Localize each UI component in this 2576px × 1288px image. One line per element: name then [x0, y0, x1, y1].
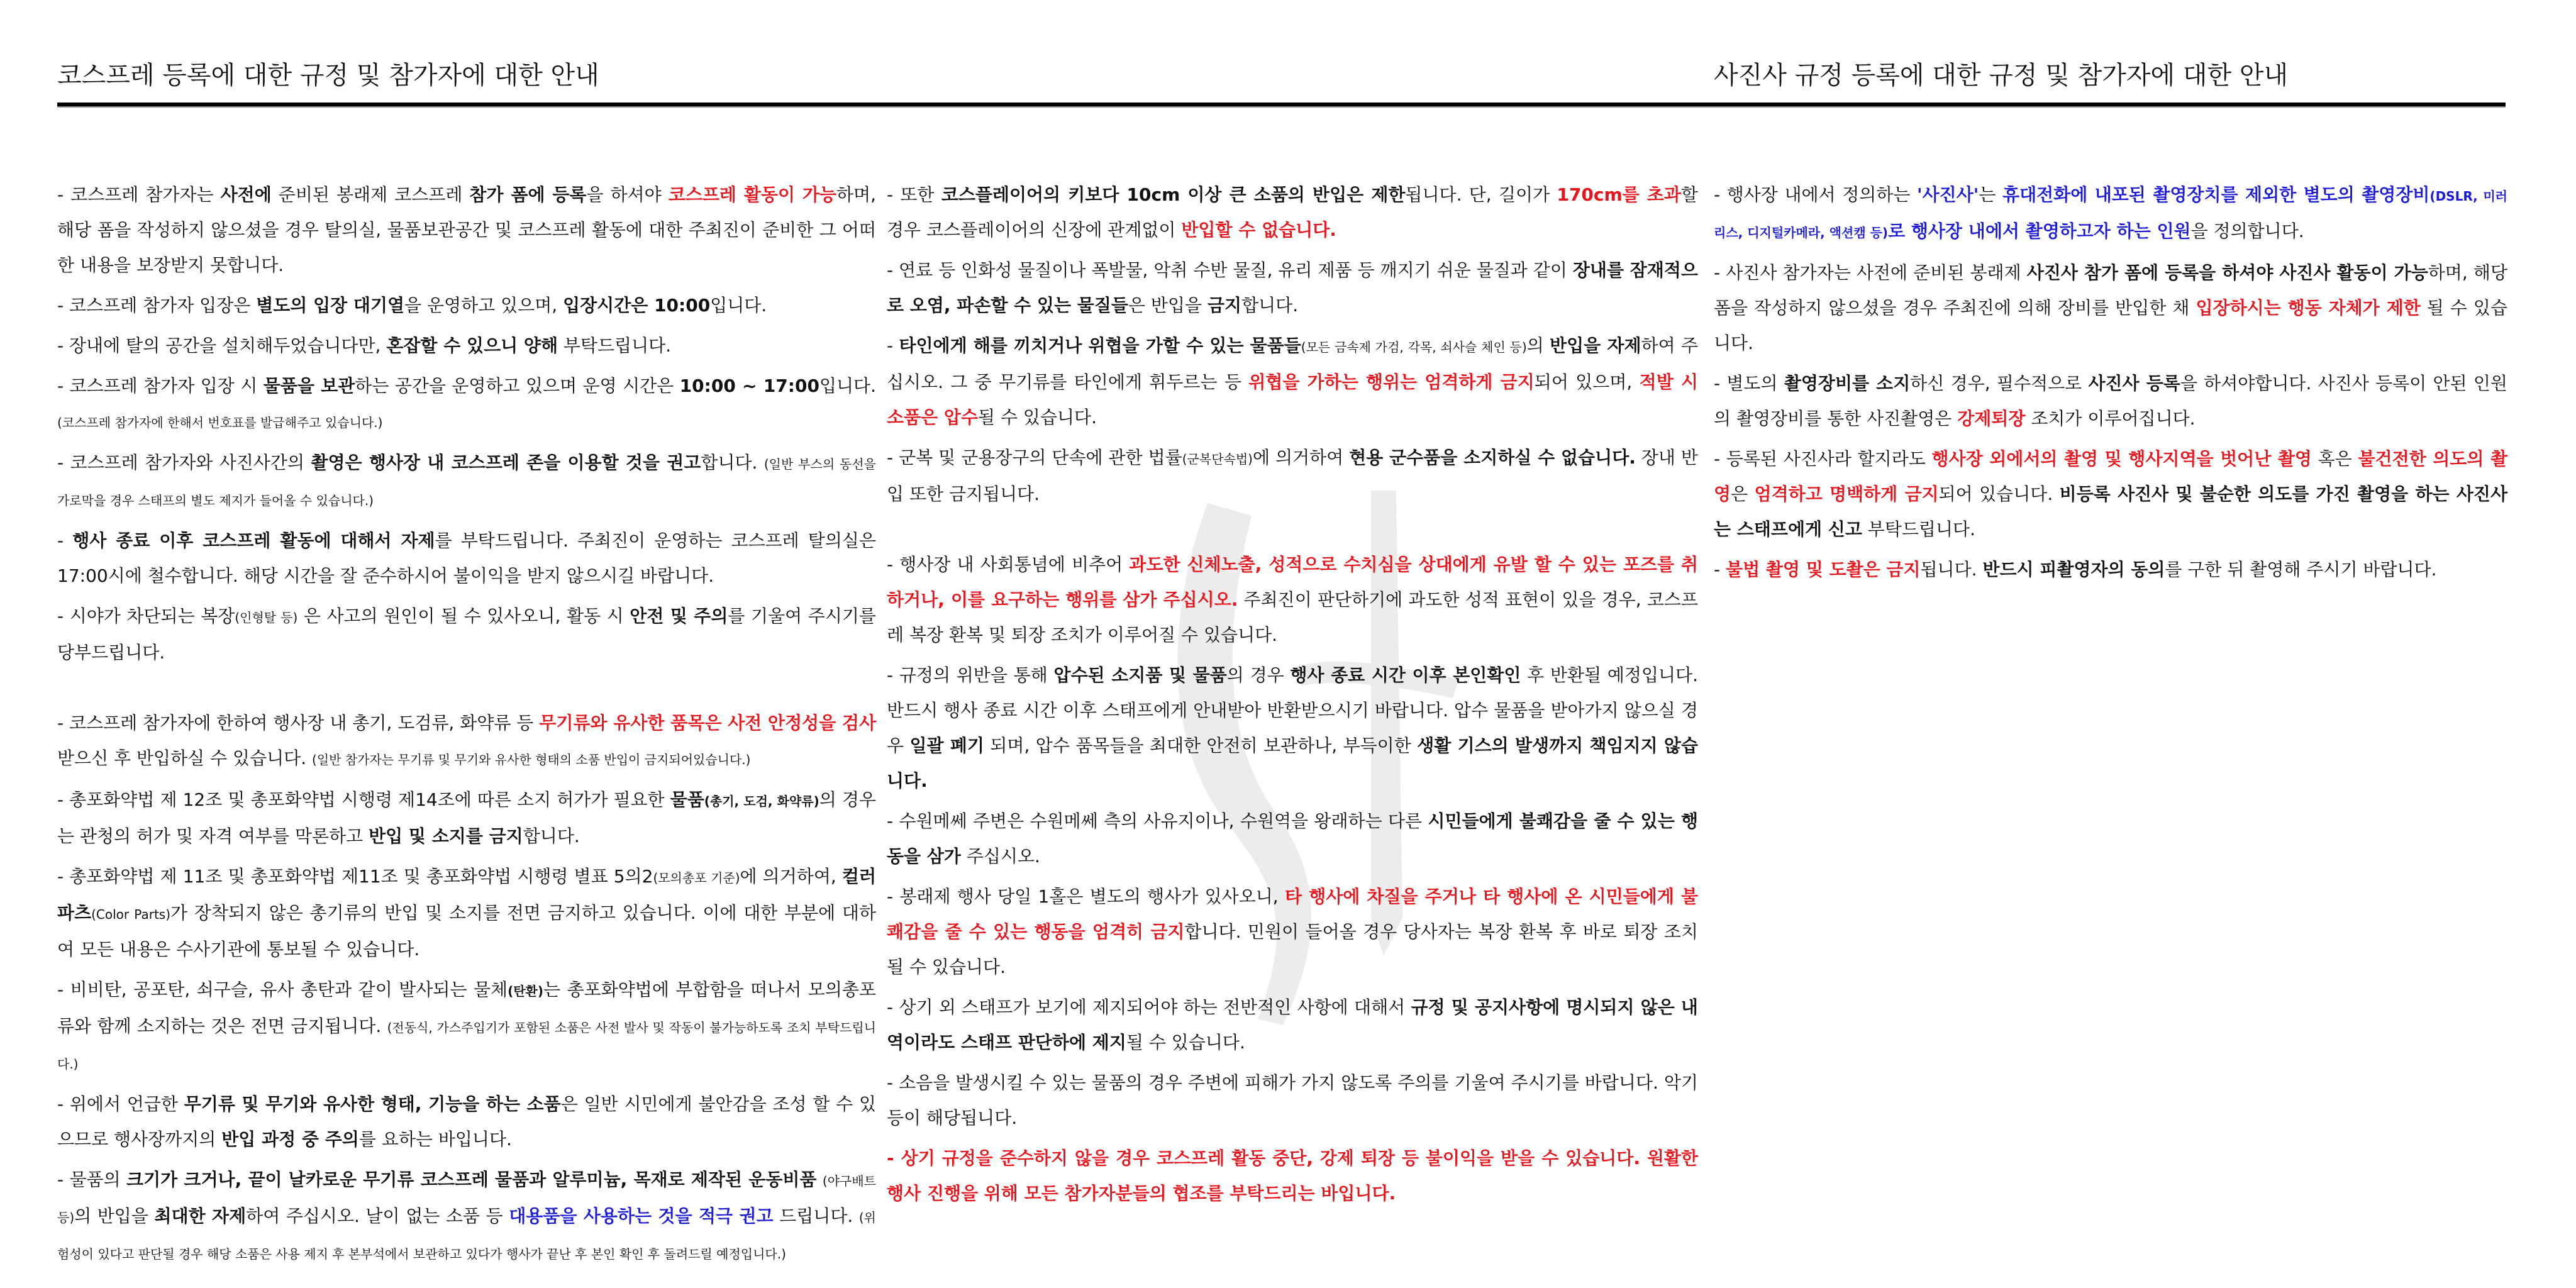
- rule-text-bold: 크기가 크거나, 끝이 날카로운 무기류 코스프레 물품과 알루미늄, 목재로 제작된 운동비품: [126, 1169, 817, 1190]
- rule-text: 됩니다.: [1920, 559, 1983, 580]
- rule-text: - 봉래제 행사 당일 1홀은 별도의 행사가 있사오니,: [887, 886, 1285, 907]
- rule-text-note: (전동식, 가스주입기가 포함된 소품은 사전 발사 및 작동이 불가능하도록 조치 부탁드립니다.): [57, 1020, 876, 1072]
- rule-paragraph: [57, 445, 876, 518]
- rule-text: - 또한: [887, 184, 941, 205]
- rule-text: - 상기 외 스태프가 보기에 제지되어야 하는 전반적인 사항에 대해서: [887, 997, 1411, 1018]
- rule-text-bold: 사진사 참가 폼에 등록을 하셔야 사진사 활동이 가능: [2026, 262, 2428, 283]
- photographer-rules-column: [1714, 177, 2507, 592]
- rule-text: 하신 경우, 필수적으로: [1910, 373, 2089, 394]
- rule-text: 될 수 있습니다.: [1126, 1032, 1245, 1053]
- rule-text: 를 기울여 주시기를 당부드립니다.: [57, 606, 876, 663]
- rule-text-bold: 생활 기스의 발생까지 책임지지 않습니다.: [887, 735, 1699, 791]
- rule-paragraph: [887, 253, 1698, 323]
- rule-paragraph: [887, 177, 1698, 248]
- rule-text: 하는 공간을 운영하고 있으며 운영 시간은: [355, 375, 680, 396]
- rule-text: -: [887, 335, 899, 356]
- rule-text-bold: 현용 군수품을 소지하실 수 없습니다.: [1349, 447, 1636, 468]
- rule-text: 을 하셔야: [586, 184, 669, 205]
- rule-text: 을 운영하고 있으며,: [404, 295, 564, 316]
- rule-text: 를 요하는 바입니다.: [358, 1129, 512, 1150]
- rule-text-red-emphasis: 불법 촬영 및 도촬은 금지: [1726, 559, 1921, 580]
- rule-text: 을 정의합니다.: [2190, 221, 2304, 242]
- rule-text: 주십시오.: [960, 846, 1040, 867]
- rule-text: 입니다.: [710, 295, 767, 316]
- rule-text-note: (Color Parts): [91, 907, 171, 922]
- rule-paragraph: [57, 1162, 876, 1272]
- rule-text: 의 경우: [1226, 665, 1291, 686]
- rule-text: - 코스프레 참가자 입장은: [57, 295, 257, 316]
- rule-text-bold: 최대한 자제: [154, 1206, 247, 1226]
- rule-text: 하며, 해당 폼을 작성하지 않으셨을 경우 주최진에 의해 장비를 반입한 채: [1714, 262, 2507, 318]
- rule-text-bold: 행사 종료 이후 코스프레 활동에 대해서 자제: [72, 530, 435, 551]
- rule-paragraph: [1714, 366, 2507, 436]
- rule-text: 입니다.: [819, 375, 876, 396]
- rule-text-bold: 촬영장비를 소지: [1784, 373, 1911, 394]
- rule-text-bold: 비등록 사진사 및 불순한 의도를 가진 촬영을 하는 사진사는 스태프에게 신고: [1714, 484, 2507, 540]
- rule-text-blue-emphasis: 휴대전화에 내포된 촬영장치를 제외한 별도의 촬영장비: [2002, 184, 2430, 205]
- rule-text-red-emphasis: - 상기 규정을 준수하지 않을 경우 코스프레 활동 중단, 강제 퇴장 등 불이익을 받을 수 있습니다. 원활한 행사 진행을 위해 모든 참가자분들의 협조를 부탁드리는 바입니다.: [887, 1148, 1698, 1204]
- rule-text-note: (일반 부스의 동선을 가로막을 경우 스태프의 별도 제지가 들어올 수 있습니다.): [57, 457, 876, 508]
- rule-text: - 코스프레 참가자는: [57, 184, 221, 205]
- rule-text-note: (군복단속법): [1182, 452, 1253, 467]
- rule-text: - 비비탄, 공포탄, 쇠구슬, 유사 총탄과 같이 발사되는 물체: [57, 979, 508, 1000]
- rule-paragraph: [1714, 441, 2507, 547]
- cosplay-rules-column-2: [887, 177, 1698, 1216]
- rule-text: - 별도의: [1714, 373, 1784, 394]
- rule-text: -: [57, 530, 73, 551]
- rule-text: 는: [1979, 184, 2003, 205]
- rule-paragraph: [887, 879, 1698, 985]
- rule-text-bold: 물품: [670, 789, 704, 810]
- rule-paragraph: [1714, 255, 2507, 361]
- rule-text-bold: 반입 과정 중 주의: [221, 1129, 359, 1150]
- rule-text-red-emphasis: 행사장 외에서의 촬영 및 행사지역을 벗어난 촬영: [1931, 448, 2312, 469]
- rule-text: 되어 있으며,: [1534, 372, 1640, 392]
- rule-paragraph: [57, 177, 876, 283]
- rule-text: 혹은: [2311, 448, 2358, 469]
- rule-text-bold: 촬영은 행사장 내 코스프레 존을 이용할 것을 권고: [311, 452, 701, 473]
- rule-text: - 행사장 내에서 정의하는: [1714, 184, 1918, 205]
- rule-text-bold: 혼잡할 수 있으니 양해: [386, 335, 558, 356]
- rule-text: - 위에서 언급한: [57, 1094, 184, 1114]
- rule-text: - 등록된 사진사라 할지라도: [1714, 448, 1932, 469]
- rule-text-bold: 반입을 자제: [1550, 335, 1641, 356]
- rule-paragraph: [887, 547, 1698, 653]
- rule-paragraph: [1714, 552, 2507, 587]
- rule-text: 은 일반 시민에게 불안감을 조성 할 수 있으므로 행사장까지의: [57, 1094, 876, 1150]
- rule-text-bold: 사진사 등록: [2088, 373, 2180, 394]
- rule-text: 준비된 봉래제 코스프레: [271, 184, 470, 205]
- rule-text: 하여 주십시오. 날이 없는 소품 등: [246, 1206, 509, 1226]
- rule-paragraph: [887, 440, 1698, 512]
- rule-text-blue-emphasis: '사진사': [1917, 184, 1979, 205]
- rule-text-bold: (탄환): [508, 984, 544, 999]
- rule-text-red-emphasis: 무기류와 유사한 품목은 사전 안정성을 검사: [539, 713, 876, 733]
- rule-text: 합니다. 민원이 들어올 경우 당사자는 복장 환복 후 바로 퇴장 조치될 수 있습니다.: [887, 921, 1698, 977]
- rule-text-bold: 장내를 잠재적으로 오염, 파손할 수 있는 물질들: [887, 260, 1698, 316]
- rule-text-red-emphasis: 엄격하고 명백하게 금지: [1754, 484, 1939, 504]
- rule-paragraph: [57, 599, 876, 670]
- rule-text: 를 부탁드립니다. 주최진이 운영하는 코스프레 탈의실은 17:00시에 철수합니다. 해당 시간을 잘 준수하시어 불이익을 받지 않으시길 바랍니다.: [57, 530, 876, 586]
- rule-paragraph: [57, 523, 876, 594]
- rule-paragraph: [57, 328, 876, 364]
- rule-text: 될 수 있습니다.: [1714, 297, 2507, 353]
- rule-text: 은: [1731, 484, 1755, 504]
- rule-text: 부탁드립니다.: [1862, 519, 1975, 540]
- rule-text: 할 경우 코스플레이어의 신장에 관계없이: [887, 184, 1698, 240]
- rule-text-blue-emphasis: 로 행사장 내에서 촬영하고자 하는 인원: [1888, 221, 2191, 242]
- rule-text: 받으신 후 반입하실 수 있습니다.: [57, 748, 313, 769]
- rule-text: - 물품의: [57, 1169, 127, 1190]
- rule-text: - 연료 등 인화성 물질이나 폭발물, 악취 수반 물질, 유리 제품 등 깨지기 쉬운 물질과 같이: [887, 260, 1573, 280]
- rule-text-bold: 반드시 피촬영자의 동의: [1982, 559, 2165, 580]
- photographer-rules-title: 사진사 규정 등록에 대한 규정 및 참가자에 대한 안내: [1714, 61, 2289, 90]
- rule-text-bold: 코스플레이어의 키보다 10cm 이상 큰 소품의 반입은 제한: [941, 184, 1406, 205]
- rule-text-bold: 행사 종료 시간 이후 본인확인: [1290, 665, 1521, 686]
- rule-paragraph: [57, 369, 876, 440]
- rule-text: 에 의거하여: [1252, 447, 1350, 468]
- rule-text: 하며, 해당 폼을 작성하지 않으셨을 경우 탈의실, 물품보관공간 및 코스프레 활동에 대한 주최진이 준비한 그 어떠한 내용을 보장받지 못합니다.: [57, 184, 876, 275]
- rule-text-red-emphasis: 코스프레 활동이 가능: [668, 184, 836, 205]
- rule-text: 가 장착되지 않은 총기류의 반입 및 소지를 전면 금지하고 있습니다. 이에 대한 부분에 대하여 모든 내용은 수사기관에 통보될 수 있습니다.: [57, 902, 876, 960]
- rule-text: 은 사고의 원인이 될 수 있사오니, 활동 시: [297, 606, 630, 626]
- rule-text: 은 반입을: [1128, 295, 1208, 316]
- cosplay-rules-column-1: [57, 177, 876, 1277]
- rule-paragraph: [57, 972, 876, 1082]
- rule-text: - 수원메쎄 주변은 수원메쎄 측의 사유지이나, 수원역을 왕래하는 다른: [887, 811, 1428, 831]
- rule-text: - 코스프레 참가자와 사진사간의: [57, 452, 311, 473]
- rule-text-bold: 안전 및 주의: [630, 606, 728, 626]
- rule-text: - 시야가 차단되는 복장: [57, 606, 235, 626]
- rule-text: 부탁드립니다.: [558, 335, 672, 356]
- rule-text-red-emphasis: 불건전한 의도의 촬영: [1714, 448, 2507, 504]
- rule-text: - 장내에 탈의 공간을 설치해두었습니다만,: [57, 335, 387, 356]
- rule-text-note: (모의총포 기준): [653, 870, 740, 886]
- rule-text: -: [1714, 559, 1726, 580]
- rule-text-red-emphasis: 과도한 신체노출, 성적으로 수치심을 상대에게 유발 할 수 있는 포즈를 취하거나, 이를 요구하는 행위를 삼가 주십시오.: [887, 554, 1699, 610]
- rule-text-bold: 참가 폼에 등록: [469, 184, 587, 205]
- rule-text: - 총포화약법 제 12조 및 총포화약법 시행령 제14조에 따른 소지 허가가 필요한: [57, 789, 670, 810]
- rule-text-bold: 무기류 및 무기와 유사한 형태, 기능을 하는 소품: [184, 1094, 561, 1114]
- header-divider: [57, 103, 2506, 108]
- rule-text: - 사진사 참가자는 사전에 준비된 봉래제: [1714, 262, 2027, 283]
- rule-paragraph: [57, 859, 876, 967]
- rule-text: 됩니다. 단, 길이가: [1405, 184, 1557, 205]
- rule-paragraph: [57, 1087, 876, 1157]
- rule-text-bold: 반입 및 소지를 금지: [369, 826, 523, 847]
- rule-text: 드립니다.: [773, 1206, 859, 1226]
- rule-text-red-emphasis: 입장하시는 행동 자체가 제한: [2196, 297, 2421, 318]
- rule-text-red-emphasis: 적발 시 소품은 압수: [887, 372, 1698, 428]
- cosplay-rules-title: 코스프레 등록에 대한 규정 및 참가자에 대한 안내: [57, 61, 599, 90]
- rule-text: 될 수 있습니다.: [978, 407, 1097, 428]
- rule-text-red-emphasis: 반입할 수 없습니다.: [1181, 219, 1336, 240]
- rule-text-bold: 사전에: [220, 184, 272, 205]
- rule-paragraph: [887, 804, 1698, 874]
- rule-text-note: (위험성이 있다고 판단될 경우 해당 소품은 사용 제지 후 본부석에서 보관하고 있다가 행사가 끝난 후 본인 확인 후 돌려드릴 예정입니다.): [57, 1210, 876, 1262]
- rule-text: 는 총포화약법에 부합함을 떠나서 모의총포류와 함께 소지하는 것은 전면 금지됩니다.: [57, 979, 876, 1036]
- rule-text: 에 의거하여,: [740, 866, 842, 887]
- rule-paragraph: [887, 990, 1698, 1060]
- rule-text: 후 반환될 예정입니다. 반드시 행사 종료 시간 이후 스태프에게 안내받아 반환받으시기 바랍니다. 압수 물품을 받아가지 않으실 경우: [887, 665, 1698, 756]
- rule-text: 합니다.: [523, 826, 580, 847]
- rule-text: 합니다.: [1241, 295, 1299, 316]
- rule-text-bold: 규정 및 공지사항에 명시되지 않은 내역이라도 스태프 판단하에 제지: [887, 997, 1698, 1053]
- rule-text: [817, 1169, 823, 1190]
- rule-text-note: (일반 참가자는 무기류 및 무기와 유사한 형태의 소품 반입이 금지되어있습니다.): [312, 752, 751, 767]
- rule-text-bold: 10:00 ~ 17:00: [679, 375, 819, 396]
- rule-text-bold: (총기, 도검, 화약류): [704, 794, 819, 809]
- rule-text: 되며, 압수 품목들을 최대한 안전히 보관하나, 부득이한: [984, 735, 1418, 756]
- rule-text-note: (인형탈 등): [235, 610, 298, 625]
- rule-text-red-emphasis: 타 행사에 차질을 주거나 타 행사에 온 시민들에게 불쾌감을 줄 수 있는 행동을 엄격히 금지: [887, 886, 1698, 942]
- rule-text-bold: 입장시간은 10:00: [563, 295, 711, 316]
- rule-text-red-emphasis: 위협을 가하는 행위는 엄격하게 금지: [1248, 372, 1535, 392]
- rule-text-bold: 금지: [1207, 295, 1242, 316]
- rule-text: 되어 있습니다.: [1938, 484, 2060, 504]
- rule-text-red-emphasis: 170cm를 초과: [1557, 184, 1681, 205]
- rule-text-bold: 일괄 폐기: [909, 735, 984, 756]
- rule-text: - 소음을 발생시킬 수 있는 물품의 경우 주변에 피해가 가지 않도록 주의를 기울여 주시기를 바랍니다. 악기 등이 해당됩니다.: [887, 1072, 1698, 1128]
- rule-text-bold: 별도의 입장 대기열: [256, 295, 405, 316]
- rule-text: 의: [1526, 335, 1550, 356]
- rule-text: 합니다.: [701, 452, 764, 473]
- rule-text: - 총포화약법 제 11조 및 총포화약법 제11조 및 총포화약법 시행령 별표 5의2: [57, 866, 653, 887]
- rule-text: - 코스프레 참가자 입장 시: [57, 375, 264, 396]
- rule-paragraph: [887, 658, 1698, 799]
- rule-text-bold: 컬러 파츠: [57, 866, 876, 923]
- rule-paragraph: [887, 1065, 1698, 1136]
- rule-paragraph: [57, 782, 876, 854]
- rule-text-bold: 시민들에게 불쾌감을 줄 수 있는 행동을 삼가: [887, 811, 1698, 867]
- rule-text: 의 경우는 관청의 허가 및 자격 여부를 막론하고: [57, 789, 877, 847]
- rule-text: - 행사장 내 사회통념에 비추어: [887, 554, 1130, 575]
- rule-text-note: (야구배트 등): [57, 1174, 876, 1225]
- rule-text: 하여 주십시오. 그 중 무기류를 타인에게 휘두르는 등: [887, 335, 1698, 392]
- rule-paragraph: [1714, 177, 2507, 250]
- rule-text: 주최진이 판단하기에 과도한 성적 표현이 있을 경우, 코스프레 복장 환복 및 퇴장 조치가 이루어질 수 있습니다.: [887, 589, 1698, 645]
- rule-text: - 코스프레 참가자에 한하여 행사장 내 총기, 도검류, 화약류 등: [57, 713, 540, 733]
- rule-text: - 군복 및 군용장구의 단속에 관한 법률: [887, 447, 1182, 468]
- rule-text: 장내 반입 또한 금지됩니다.: [887, 447, 1699, 504]
- rule-paragraph: [887, 328, 1698, 435]
- rule-text: - 규정의 위반을 통해: [887, 665, 1054, 686]
- rule-text: 을 하셔야합니다. 사진사 등록이 안된 인원의 촬영장비를 통한 사진촬영은: [1714, 373, 2507, 429]
- rule-paragraph: [57, 288, 876, 323]
- rule-text-bold: 압수된 소지품 및 물품: [1053, 665, 1227, 686]
- rule-text-bold: 물품을 보관: [263, 375, 355, 396]
- rule-text: 의 반입을: [74, 1206, 155, 1226]
- rule-text-note: (코스프레 참가자에 한해서 번호표를 발급해주고 있습니다.): [57, 415, 383, 430]
- rule-text-red-emphasis: 강제퇴장: [1957, 408, 2026, 429]
- rule-text: 조치가 이루어집니다.: [2025, 408, 2196, 429]
- rule-paragraph: [887, 1141, 1698, 1211]
- rule-paragraph: [57, 706, 876, 777]
- rule-text-note: (모든 금속제 가검, 각목, 쇠사슬 체인 등): [1301, 340, 1527, 355]
- rule-text-bold: 타인에게 해를 끼치거나 위협을 가할 수 있는 물품들: [899, 335, 1301, 356]
- rule-text: 를 구한 뒤 촬영해 주시기 바랍니다.: [2165, 559, 2437, 580]
- rule-text-blue-emphasis: (DSLR, 미러리스, 디지털카메라, 액션캠 등): [1714, 189, 2507, 240]
- rule-text-blue-emphasis: 대용품을 사용하는 것을 적극 권고: [509, 1206, 774, 1226]
